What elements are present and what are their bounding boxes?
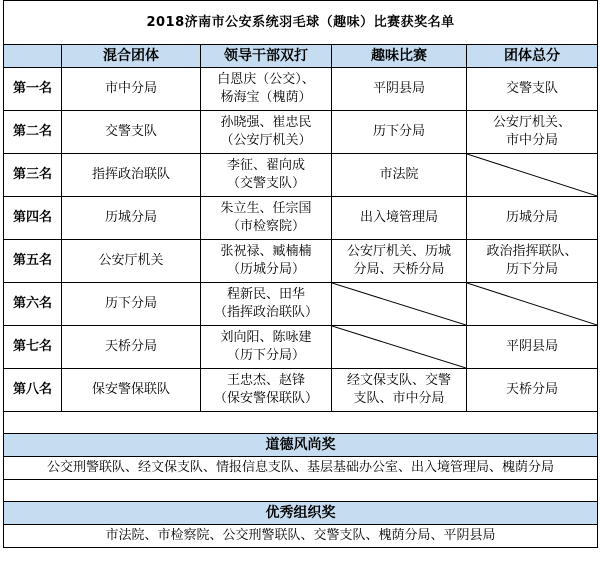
team-total-cell-line: 公安厅机关、 bbox=[493, 115, 572, 130]
doubles-cell bbox=[201, 111, 332, 154]
rank-cell: 第二名 bbox=[4, 111, 62, 154]
table-row bbox=[4, 326, 598, 369]
doubles-cell bbox=[201, 369, 332, 412]
ethics-award-winners-row bbox=[4, 457, 598, 480]
fun-match-cell bbox=[332, 68, 467, 111]
doubles-cell bbox=[201, 154, 332, 197]
team-total-cell-empty bbox=[467, 283, 598, 326]
rank-cell: 第四名 bbox=[4, 197, 62, 240]
team-total-cell-line: 政治指挥联队、 bbox=[486, 244, 578, 259]
doubles-cell-line: （市检察院） bbox=[226, 219, 305, 234]
doubles-cell-line: 孙晓强、崔忠民 bbox=[220, 115, 312, 130]
ethics-award-title-row bbox=[4, 434, 598, 457]
rank-cell: 第三名 bbox=[4, 154, 62, 197]
doubles-cell-line: 程新民、田华 bbox=[226, 287, 305, 302]
team-total-cell-line: 交警支队 bbox=[506, 81, 559, 96]
team-total-cell-empty bbox=[467, 154, 598, 197]
fun-match-cell-line: 市法院 bbox=[379, 167, 419, 182]
team-total-cell bbox=[467, 111, 598, 154]
spacer-row bbox=[4, 412, 598, 434]
rank-cell: 第七名 bbox=[4, 326, 62, 369]
mixed-team-cell: 历城分局 bbox=[62, 197, 201, 240]
fun-match-cell-line: 支队、市中分局 bbox=[353, 391, 445, 406]
doubles-cell-line: （指挥政治联队） bbox=[213, 305, 318, 320]
doubles-cell-line: 李征、翟向成 bbox=[226, 158, 305, 173]
team-total-cell bbox=[467, 68, 598, 111]
rank-cell: 第六名 bbox=[4, 283, 62, 326]
mixed-team-cell: 市中分局 bbox=[62, 68, 201, 111]
fun-match-cell-line: 出入境管理局 bbox=[359, 210, 438, 225]
page-title: 2018济南市公安系统羽毛球（趣味）比赛获奖名单 bbox=[4, 1, 598, 45]
doubles-cell-line: （历城分局） bbox=[226, 262, 305, 277]
team-total-cell bbox=[467, 240, 598, 283]
mixed-team-cell: 保安警保联队 bbox=[62, 369, 201, 412]
organization-award-winners: 市法院、市检察院、公交刑警联队、交警支队、槐荫分局、平阴县局 bbox=[4, 525, 598, 548]
spacer-cell bbox=[4, 480, 598, 502]
organization-award-title: 优秀组织奖 bbox=[4, 502, 598, 525]
table-row bbox=[4, 154, 598, 197]
mixed-team-cell: 天桥分局 bbox=[62, 326, 201, 369]
rank-cell: 第八名 bbox=[4, 369, 62, 412]
header-rank bbox=[4, 45, 62, 68]
team-total-cell bbox=[467, 326, 598, 369]
rank-cell: 第一名 bbox=[4, 68, 62, 111]
ethics-award-winners: 公交刑警联队、经文保支队、情报信息支队、基层基础办公室、出入境管理局、槐荫分局 bbox=[4, 457, 598, 480]
diagonal-strike bbox=[467, 283, 597, 325]
team-total-cell-line: 天桥分局 bbox=[506, 382, 559, 397]
team-total-cell-line: 平阴县局 bbox=[506, 339, 559, 354]
header-leader-doubles: 领导干部双打 bbox=[201, 45, 332, 68]
mixed-team-cell: 交警支队 bbox=[62, 111, 201, 154]
header-mixed-team: 混合团体 bbox=[62, 45, 201, 68]
doubles-cell bbox=[201, 240, 332, 283]
ethics-award-title: 道德风尚奖 bbox=[4, 434, 598, 457]
header-team-total: 团体总分 bbox=[467, 45, 598, 68]
doubles-cell bbox=[201, 68, 332, 111]
fun-match-cell-empty bbox=[332, 326, 467, 369]
spacer-row bbox=[4, 480, 598, 502]
table-row bbox=[4, 68, 598, 111]
fun-match-cell bbox=[332, 369, 467, 412]
doubles-cell-line: （保安警保联队） bbox=[213, 391, 318, 406]
diagonal-strike bbox=[332, 326, 466, 368]
team-total-cell-line: 历下分局 bbox=[506, 262, 559, 277]
fun-match-cell-line: 分局、天桥分局 bbox=[353, 262, 445, 277]
doubles-cell-line: 刘向阳、陈咏建 bbox=[220, 330, 312, 345]
doubles-cell-line: 白恩庆（公交）、 bbox=[217, 72, 315, 87]
fun-match-cell bbox=[332, 197, 467, 240]
diagonal-strike bbox=[467, 154, 597, 196]
mixed-team-cell: 公安厅机关 bbox=[62, 240, 201, 283]
doubles-cell-line: 王忠杰、赵锋 bbox=[226, 373, 305, 388]
doubles-cell-line: 杨海宝（槐荫） bbox=[220, 90, 312, 105]
fun-match-cell-line: 历下分局 bbox=[372, 124, 425, 139]
fun-match-cell bbox=[332, 240, 467, 283]
team-total-cell bbox=[467, 197, 598, 240]
organization-award-title-row bbox=[4, 502, 598, 525]
organization-award-winners-row bbox=[4, 525, 598, 548]
fun-match-cell bbox=[332, 111, 467, 154]
table-row bbox=[4, 369, 598, 412]
rank-cell: 第五名 bbox=[4, 240, 62, 283]
doubles-cell-line: （公安厅机关） bbox=[220, 133, 312, 148]
team-total-cell bbox=[467, 369, 598, 412]
mixed-team-cell: 指挥政治联队 bbox=[62, 154, 201, 197]
table-row bbox=[4, 197, 598, 240]
doubles-cell-line: 朱立生、任宗国 bbox=[220, 201, 312, 216]
doubles-cell-line: （历下分局） bbox=[226, 348, 305, 363]
team-total-cell-line: 历城分局 bbox=[506, 210, 559, 225]
doubles-cell-line: （交警支队） bbox=[226, 176, 305, 191]
diagonal-strike bbox=[332, 283, 466, 325]
spacer-cell bbox=[4, 412, 598, 434]
fun-match-cell-empty bbox=[332, 283, 467, 326]
table-row bbox=[4, 240, 598, 283]
doubles-cell bbox=[201, 197, 332, 240]
fun-match-cell bbox=[332, 154, 467, 197]
fun-match-cell-line: 平阴县局 bbox=[372, 81, 425, 96]
doubles-cell-line: 张祝禄、臧楠楠 bbox=[220, 244, 312, 259]
table-row bbox=[4, 283, 598, 326]
fun-match-cell-line: 公安厅机关、历城 bbox=[346, 244, 451, 259]
mixed-team-cell: 历下分局 bbox=[62, 283, 201, 326]
header-row bbox=[4, 45, 598, 68]
fun-match-cell-line: 经文保支队、交警 bbox=[346, 373, 451, 388]
table-row bbox=[4, 111, 598, 154]
award-table bbox=[3, 0, 598, 548]
team-total-cell-line: 市中分局 bbox=[506, 133, 559, 148]
doubles-cell bbox=[201, 283, 332, 326]
header-fun-match: 趣味比赛 bbox=[332, 45, 467, 68]
doubles-cell bbox=[201, 326, 332, 369]
